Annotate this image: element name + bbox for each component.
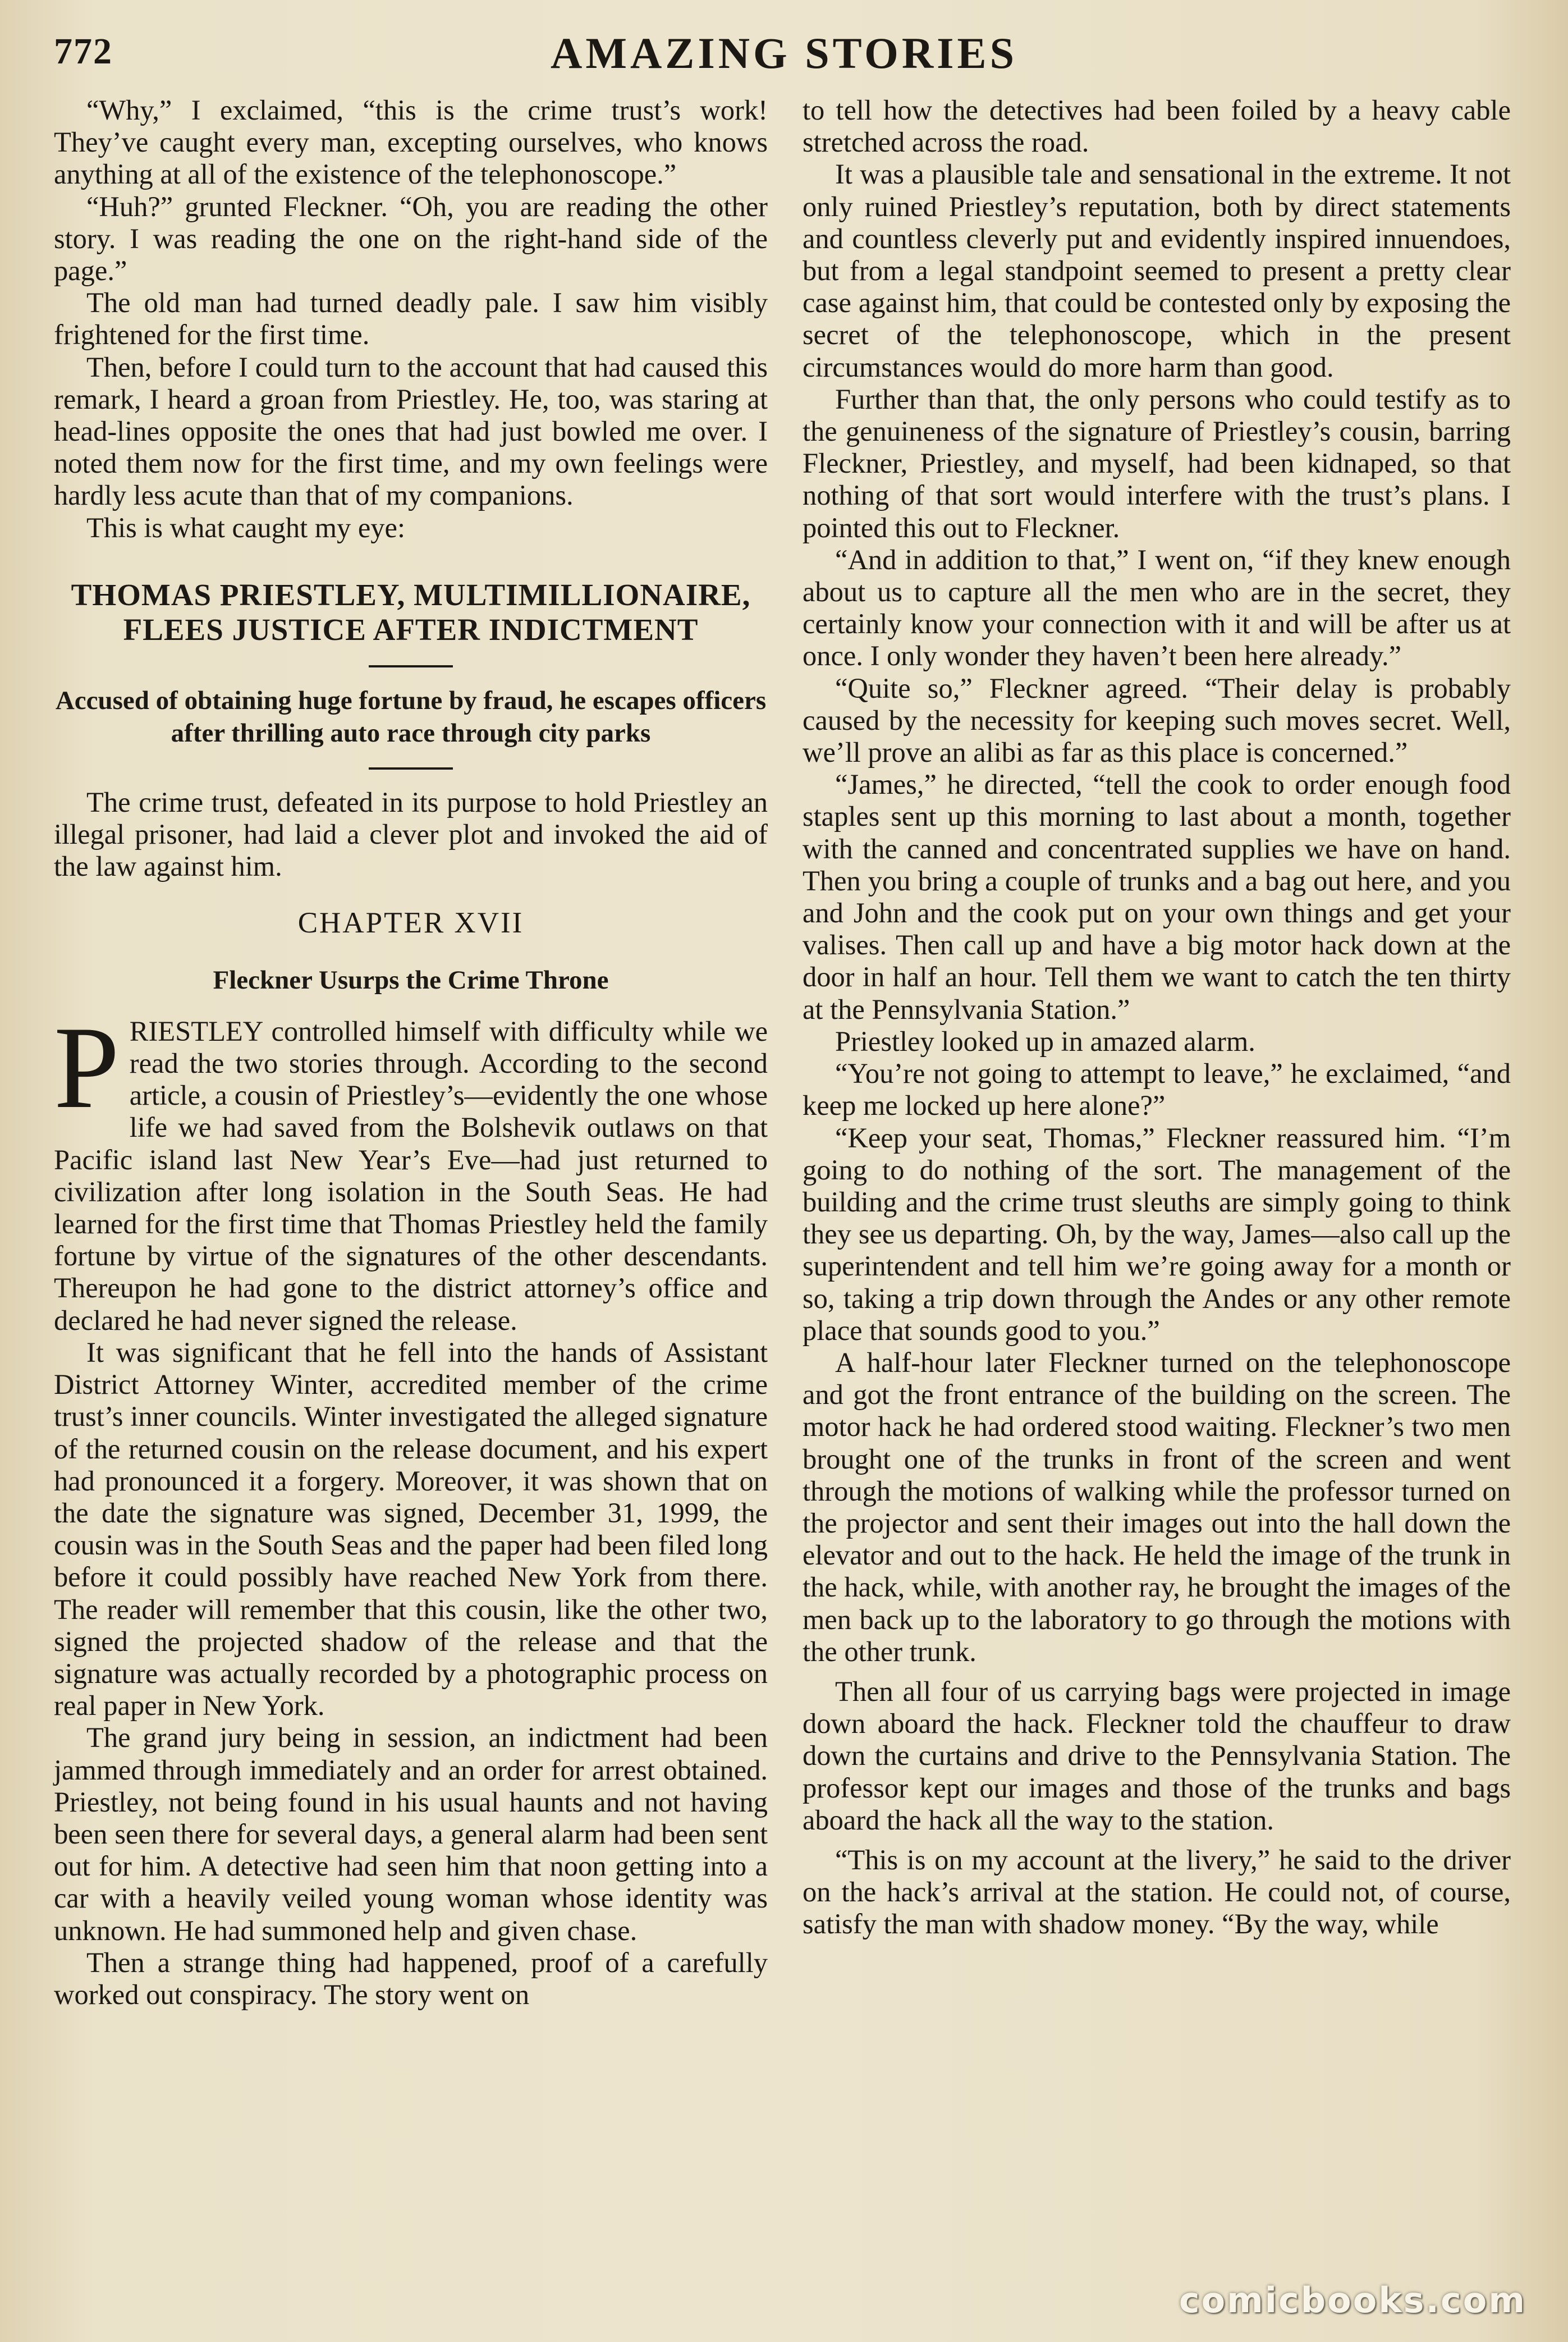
paragraph: “Huh?” grunted Fleckner. “Oh, you are reading the other story. I was reading the one on the right-hand side of the page.”: [54, 190, 768, 287]
paragraph: Then a strange thing had happened, proof of a carefully worked out conspiracy. The story went on: [54, 1946, 768, 2010]
paragraph: A half-hour later Fleckner turned on the telephonoscope and got the front entrance of the building on the screen. The motor hack he had ordered stood waiting. Fleckner’s two men brought one of the trunks in front of the screen and went through the motions of walking while the professor turned on the projector and sent their images out into the hall down the elevator and out to the hack. He held the image of the trunk in the hack, while, with another ray, he brought the images of the men back up to the laboratory to go through the motions with the other trunk.: [803, 1346, 1511, 1667]
chapter-title: Fleckner Usurps the Crime Throne: [213, 965, 609, 995]
paragraph: “Why,” I exclaimed, “this is the crime trust’s work! They’ve caught every man, excepting ourselves, who knows anything at all of the existence of the telephonoscope.”: [54, 94, 768, 190]
page-header: [54, 22, 1514, 84]
paragraph: It was a plausible tale and sensational in the extreme. It not only ruined Priestley’s reputation, both by direct statements and countless cleverly put and evidently inspired innuendoes, but from a legal standpoint seemed to present a pretty clear case against him, that could be contested only by exposing the secret of the telephonoscope, which in the present circumstances would do more harm than good.: [803, 158, 1511, 383]
news-headline: THOMAS PRIESTLEY, MULTIMILLIONAIRE, FLEES JUSTICE AFTER INDICTMENT: [71, 577, 751, 647]
paragraph: It was significant that he fell into the hands of Assistant District Attorney Winter, accredited member of the crime trust’s inner councils. Winter investigated the alleged signature of the returned cousin on the release document, and his expert had pronounced it a forgery. Moreover, it was shown that on the date the signature was signed, December 31, 1999, the cousin was in the South Seas and the paper had been filed long before it could possibly have reached New York from there. The reader will remember that this cousin, like the other two, signed the projected shadow of the release and that the signature was actually recorded by a photographic process on real paper in New York.: [54, 1336, 768, 1722]
paragraph: to tell how the detectives had been foiled by a heavy cable stretched across the road.: [803, 94, 1511, 158]
paragraph-text: RIESTLEY controlled himself with difficulty while we read the two stories through. According to the second article, a cousin of Priestley’s—evidently the one whose life we had saved from the Bolshevik outlaws on that Pacific island last New Year’s Eve—had just returned to civilization after long isolation in the South Seas. He had learned for the first time that Thomas Priestley held the family fortune by virtue of the signatures of the other descendants. Thereupon he had gone to the district attorney’s office and declared he had never signed the release.: [54, 1015, 768, 1336]
spacer: [803, 1836, 1511, 1844]
paragraph: This is what caught my eye:: [86, 511, 406, 543]
magazine-title: AMAZING STORIES: [551, 29, 1017, 77]
paragraph: Then all four of us carrying bags were projected in image down aboard the hack. Fleckner told the chauffeur to draw down the curtains and drive to the Pennsylvania Station. The professor kept our images and those of the trunks and bags aboard the hack all the way to the station.: [803, 1675, 1511, 1836]
page-number: 772: [54, 31, 113, 72]
paragraph: The grand jury being in session, an indictment had been jammed through immediately and an order for arrest obtained. Priestley, not being found in his usual haunts and not having been seen there for several days, a general alarm had been sent out for him. A detective had seen him that noon getting into a car with a heavily veiled young woman whose identity was unknown. He had summoned help and given chase.: [54, 1722, 768, 1946]
paragraph: Then, before I could turn to the account that had caused this remark, I heard a groan from Priestley. He, too, was staring at head-lines opposite the ones that had just bowled me over. I noted them now for the first time, and my own feelings were hardly less acute than that of my companions.: [54, 351, 768, 511]
paragraph: “Quite so,” Fleckner agreed. “Their delay is probably caused by the necessity for keeping such moves secret. Well, we’ll prove an alibi as far as this place is concerned.”: [803, 672, 1511, 769]
divider: [369, 665, 453, 667]
paragraph: “James,” he directed, “tell the cook to order enough food staples sent up this morning to last about a month, together with the canned and concentrated supplies we have on hand. Then you bring a couple of trunks and a bag out here, and you and John and the cook put on your own things and get your valises. Then call up and have a big motor hack down at the door in half an hour. Tell them we want to catch the ten thirty at the Pennsylvania Station.”: [803, 769, 1511, 1025]
paragraph: “You’re not going to attempt to leave,” he exclaimed, “and keep me locked up here alone?”: [803, 1058, 1511, 1122]
news-subheadline: Accused of obtaining huge fortune by fraud, he escapes officers after thrilling auto race through city parks: [55, 685, 767, 748]
paragraph: “This is on my account at the livery,” he said to the driver on the hack’s arrival at the station. He could not, of course, satisfy the man with shadow money. “By the way, while: [803, 1844, 1511, 1940]
paragraph: Further than that, the only persons who could testify as to the genuineness of the signature of Priestley’s cousin, barring Fleckner, Priestley, and myself, had been kidnaped, so that nothing of that sort would interfere with the trust’s plans. I pointed this out to Fleckner.: [803, 383, 1511, 543]
drop-cap: P: [54, 1002, 120, 1133]
divider: [369, 767, 453, 770]
left-column: [54, 94, 768, 2308]
paragraph: The old man had turned deadly pale. I saw him visibly frightened for the first time.: [54, 287, 768, 351]
paragraph: [54, 1002, 768, 1337]
spacer: [803, 1668, 1511, 1676]
chapter-heading: CHAPTER XVII: [297, 907, 524, 940]
paragraph: “And in addition to that,” I went on, “if they knew enough about us to capture all the men who are in the secret, they certainly know your connection with it and will be after us at once. I only wonder they haven’t been here already.”: [803, 543, 1511, 672]
right-column: [803, 94, 1511, 2308]
paragraph: Priestley looked up in amazed alarm.: [835, 1025, 1255, 1057]
site-watermark: comicbooks.com: [1179, 2280, 1526, 2321]
paragraph: The crime trust, defeated in its purpose to hold Priestley an illegal prisoner, had laid a clever plot and invoked the aid of the law against him.: [54, 786, 768, 882]
paragraph: “Keep your seat, Thomas,” Fleckner reassured him. “I’m going to do nothing of the sort. The management of the building and the crime trust sleuths are simply going to think they see us departing. Oh, by the way, James—also call up the superintendent and tell him we’re going away for a month or so, taking a trip down through the Andes or any other remote place that sounds good to you.”: [803, 1122, 1511, 1346]
